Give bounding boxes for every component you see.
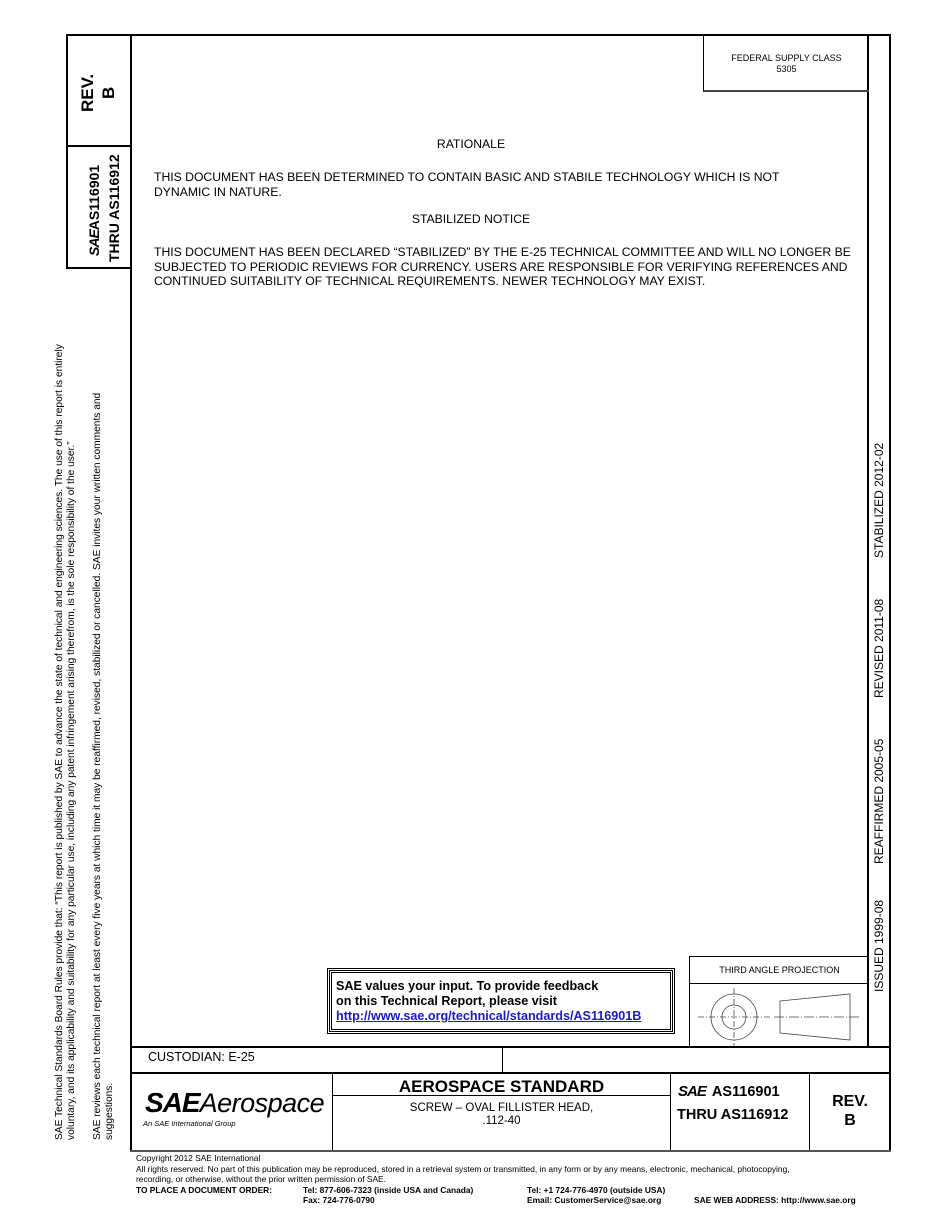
logo-tagline: An SAE International Group [143, 1119, 236, 1128]
side-doc-number [86, 165, 102, 256]
projection-box [689, 956, 869, 1048]
document-number: AS116901 [711, 1084, 780, 1100]
sae-aerospace-logo [131, 1073, 333, 1151]
tel-outside-usa: Tel: +1 724-776-4970 (outside USA) [527, 1184, 666, 1195]
side-rev-text: REV. [78, 73, 97, 112]
rights-line-2: recording, or otherwise, without the prior written permission of SAE. [136, 1174, 386, 1184]
side-rev-label [78, 74, 98, 112]
sae-web-address[interactable]: SAE WEB ADDRESS: http://www.sae.org [694, 1195, 856, 1205]
document-type: AEROSPACE STANDARD [333, 1073, 670, 1096]
rules-line-1: SAE Technical Standards Board Rules provide that: “This report is published by SAE to advance the state of technical and engineering sciences. The use of this report is entirely [54, 344, 65, 1140]
rationale-heading: RATIONALE [436, 137, 506, 151]
history-issued: ISSUED 1999-08 [872, 899, 886, 992]
history-reaffirmed: REAFFIRMED 2005-05 [872, 738, 886, 864]
history-revised: REVISED 2011-08 [872, 598, 886, 698]
sae-mark-icon: SAE [678, 1083, 706, 1100]
third-angle-projection-icon [690, 984, 868, 1046]
rules-line-2: voluntary, and its applicability and suitability for any particular use, including any patent infringement arising therefrom, is the sole responsibility of the user.” [66, 441, 77, 1140]
history-stabilized: STABILIZED 2012-02 [872, 442, 886, 558]
revision-label: REV. [832, 1093, 868, 1110]
review-line-1: SAE reviews each technical report at least every five years at which time it may be reaffirmed, revised, stabilized or cancelled. SAE invites your written comments and [92, 392, 103, 1140]
document-number-cell [671, 1073, 810, 1151]
stabilized-text: THIS DOCUMENT HAS BEEN DECLARED “STABILIZED” BY THE E-25 TECHNICAL COMMITTEE AND WILL NO LONGER BE SUBJECTED TO PERIODIC REVIEWS FOR CURRENCY. USERS ARE RESPONSIBLE FOR VERIFYING REFERENCES AND CONTINUED SUITABILITY OF TECHNICAL REQUIREMENTS. NEWER TECHNOLOGY MAY EXIST. [154, 245, 851, 288]
frame-left-border [66, 34, 68, 268]
side-box-divider [66, 145, 131, 147]
side-rev-value [99, 87, 119, 99]
revision-value: B [844, 1112, 856, 1129]
review-line-2: suggestions. [104, 1082, 115, 1140]
frame-inner-left-border [130, 34, 132, 1151]
document-title-line-1: SCREW – OVAL FILLISTER HEAD, [409, 1102, 594, 1114]
document-title-line-2: .112-40 [482, 1115, 521, 1127]
side-rev-value-text: B [99, 86, 118, 99]
federal-supply-class-label: FEDERAL SUPPLY CLASS [731, 53, 842, 63]
custodian-cell [131, 1048, 503, 1073]
feedback-line-1: SAE values your input. To provide feedback [336, 979, 599, 993]
document-type-cell [333, 1073, 671, 1151]
title-block-bottom [130, 1150, 891, 1152]
stabilized-heading: STABILIZED NOTICE [411, 212, 531, 226]
customer-service-email[interactable]: Email: CustomerService@sae.org [527, 1195, 662, 1205]
fax-number: Fax: 724-776-0790 [303, 1195, 375, 1205]
feedback-link[interactable]: http://www.sae.org/technical/standards/AS116901B [336, 1009, 642, 1023]
side-doc-thru-text: THRU AS116912 [106, 154, 122, 262]
history-strip-left-border [867, 34, 869, 1048]
aerospace-wordmark: Aerospace [199, 1088, 325, 1118]
revision-cell [810, 1073, 890, 1151]
custodian-label: CUSTODIAN: E-25 [148, 1050, 255, 1064]
federal-supply-class-value: 5305 [776, 64, 797, 74]
projection-label: THIRD ANGLE PROJECTION [690, 957, 869, 984]
feedback-line-2: on this Technical Report, please visit [336, 994, 557, 1008]
document-number-thru: THRU AS116912 [677, 1107, 789, 1123]
side-doc-thru [106, 154, 122, 262]
federal-supply-class-box [703, 34, 869, 92]
footer [136, 1153, 896, 1207]
side-doc-number-text: AS116901 [86, 164, 102, 231]
order-label: TO PLACE A DOCUMENT ORDER: [136, 1184, 273, 1195]
copyright: Copyright 2012 SAE International [136, 1153, 261, 1163]
sae-logo-icon: SAE [86, 230, 102, 256]
tel-inside-usa: Tel: 877-606-7323 (inside USA and Canada) [303, 1184, 474, 1195]
rights-line-1: All rights reserved. No part of this publication may be reproduced, stored in a retrieval system or transmitted, in any form or by any means, electronic, mechanical, photocopying, [136, 1163, 790, 1174]
sae-logo-mark: SAE [145, 1087, 200, 1118]
side-box-bottom [66, 267, 131, 269]
feedback-box [327, 968, 675, 1034]
rationale-text: THIS DOCUMENT HAS BEEN DETERMINED TO CONTAIN BASIC AND STABILE TECHNOLOGY WHICH IS NOT DYNAMIC IN NATURE. [154, 170, 780, 199]
frame-right-border [889, 34, 891, 1151]
